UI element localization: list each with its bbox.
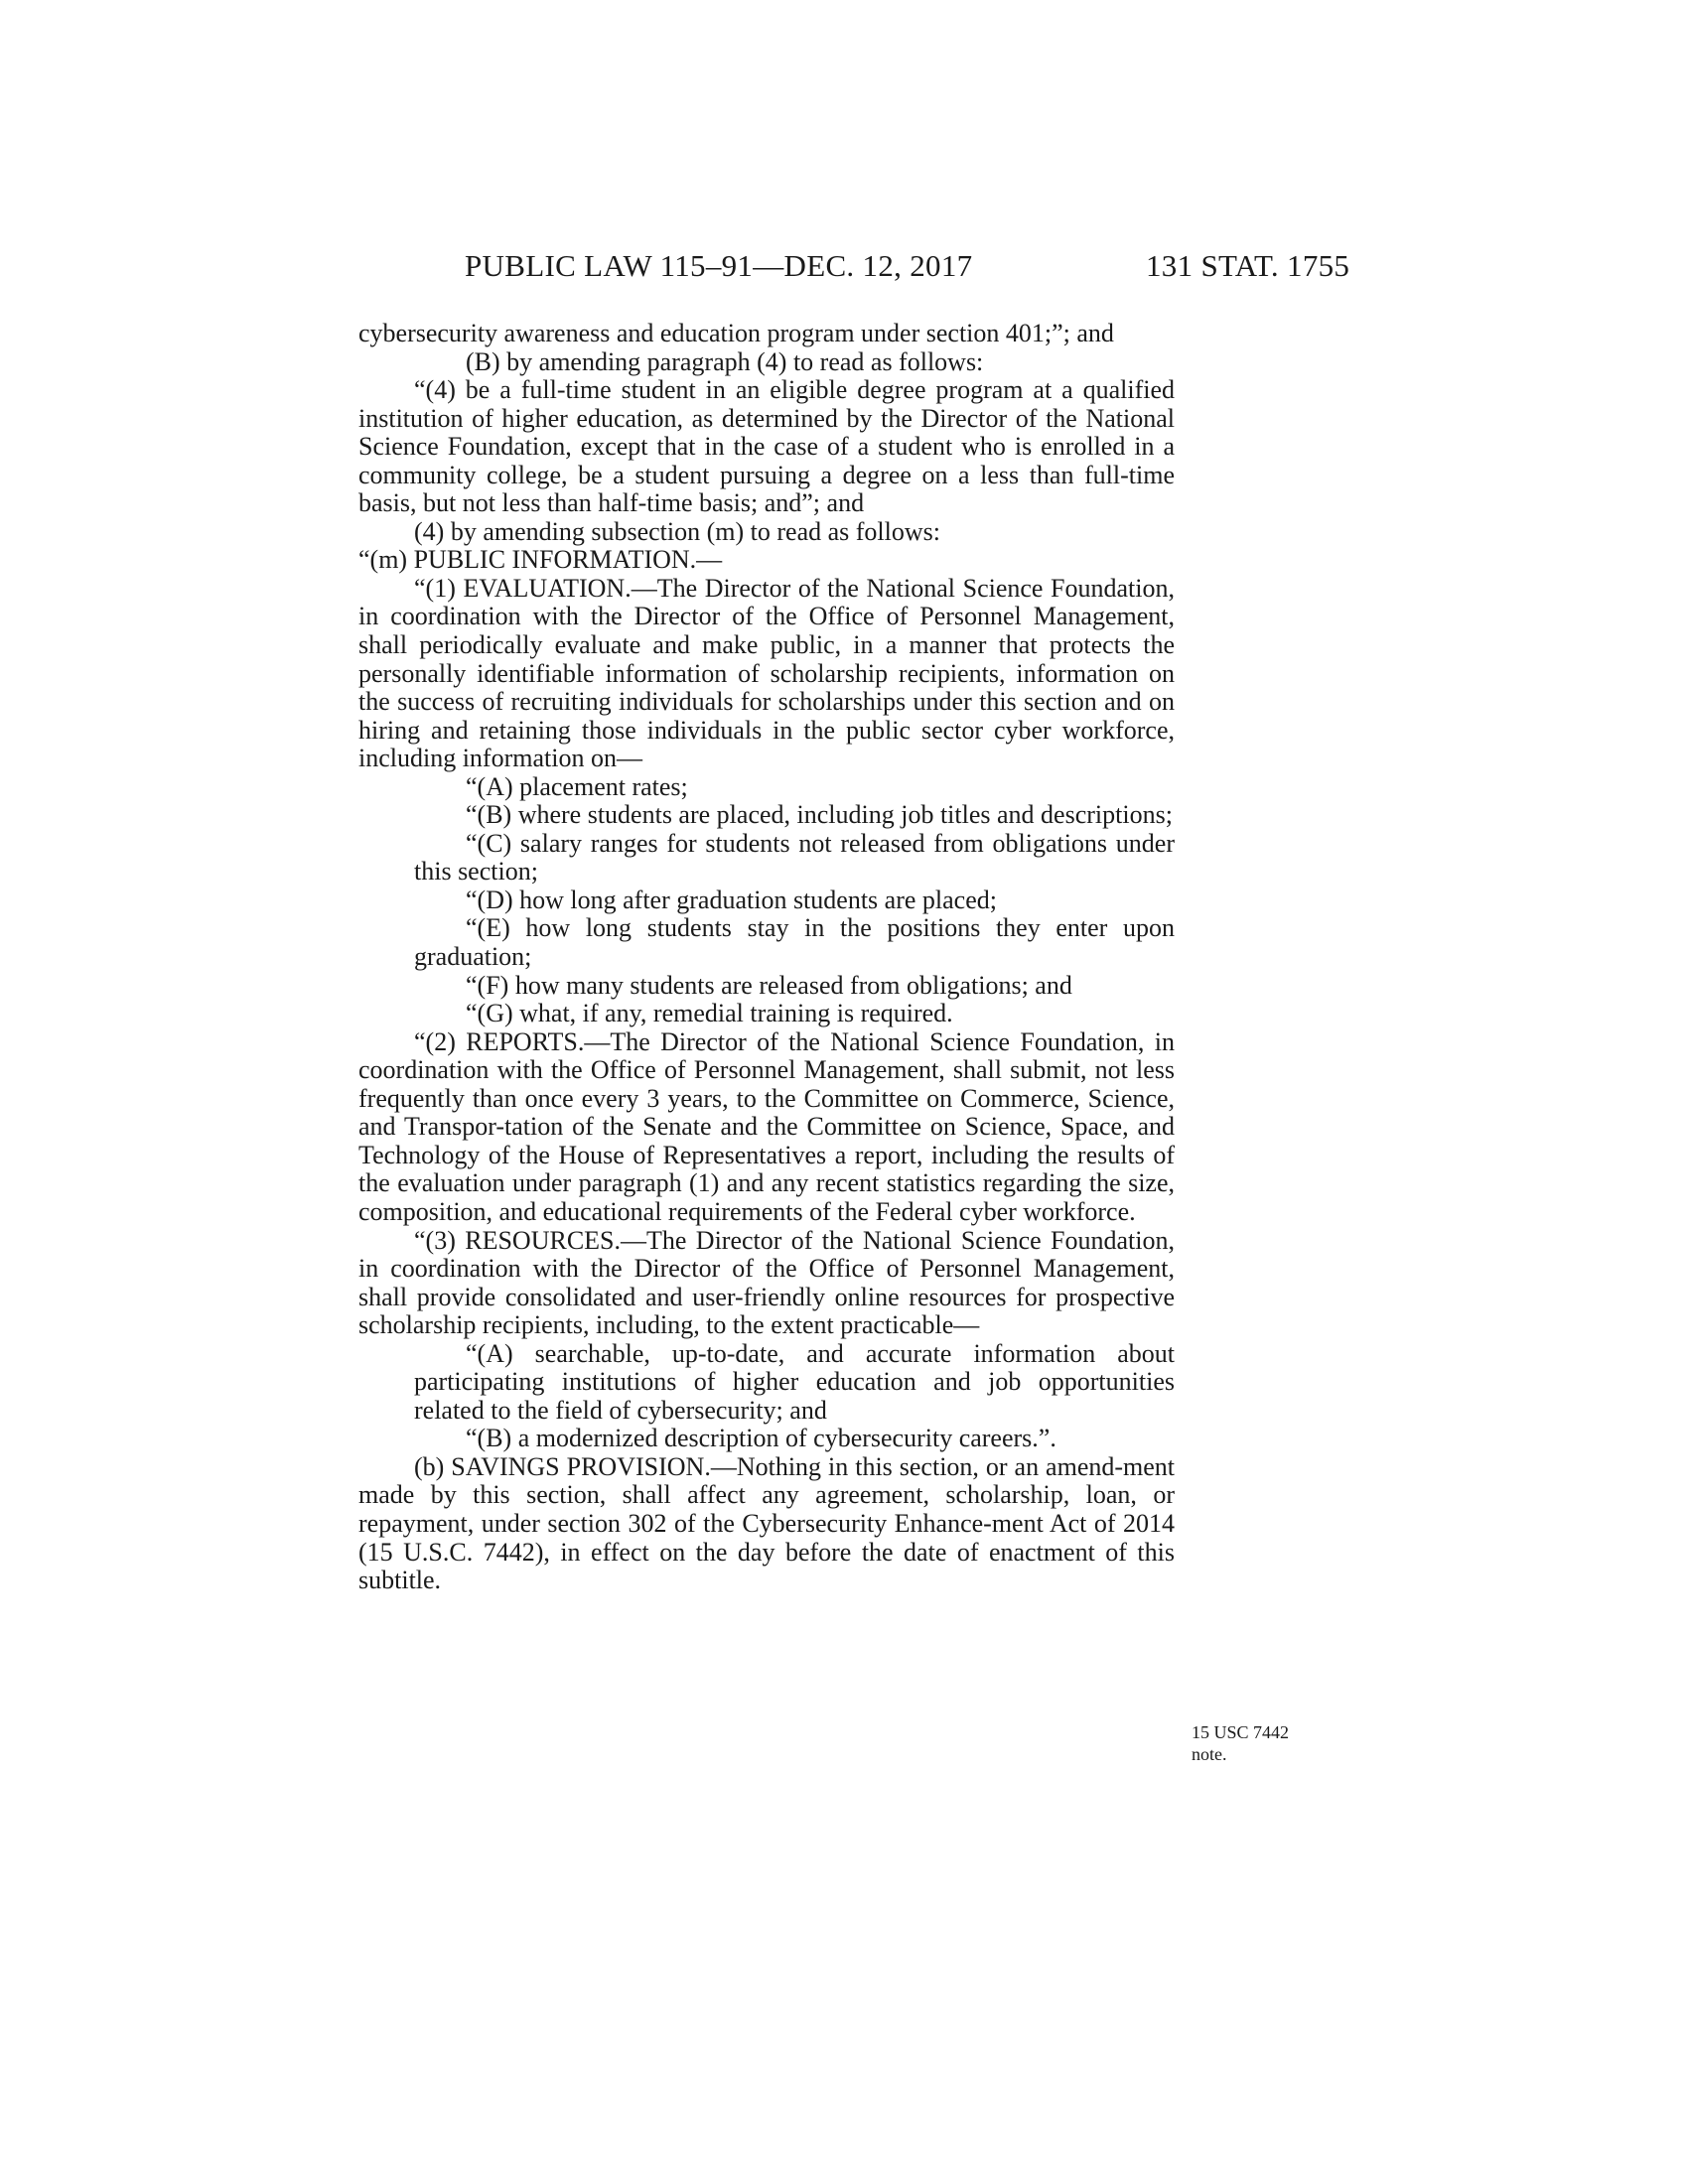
list-item: “(A) placement rates;	[466, 771, 688, 801]
text-paragraph: (b) SAVINGS PROVISION.—Nothing in this section, or an amend-ment made by this section, shall affect any agreement, scholarship, loan, or repayment, under section 302 of the Cybersecurity Enhance-ment Act of 2014 (15 U.S.C. 7442), in effect on the day before the date of enactment of this subtitle.	[358, 1451, 1176, 1595]
list-item: “(G) what, if any, remedial training is required.	[466, 999, 953, 1028]
running-title: PUBLIC LAW 115–91—DEC. 12, 2017	[465, 248, 973, 283]
page-number: 131 STAT. 1755	[1146, 248, 1350, 283]
page-header	[0, 248, 1688, 288]
margin-note-line: 15 USC 7442	[1192, 1722, 1290, 1742]
text-paragraph: (4) by amending subsection (m) to read as follows:	[414, 516, 940, 546]
margin-citation-note	[1192, 1721, 1331, 1765]
statute-body	[358, 320, 1175, 1595]
list-item: “(F) how many students are released from obligations; and	[466, 970, 1072, 1000]
list-item: “(C) salary ranges for students not released from obligations under this section;	[414, 828, 1175, 887]
subsection-heading: “(m) PUBLIC INFORMATION.—	[358, 545, 723, 575]
margin-note-line: note.	[1192, 1744, 1227, 1764]
text-paragraph: “(2) REPORTS.—The Director of the National Science Foundation, in coordination with the Office of Personnel Management, shall submit, not less frequently than once every 3 years, to the Committee on Commerce, Science, and Transpor-tation of the Senate and the Committee on Science, Space, and Technology of the House of Representatives a report, including the results of the evaluation under paragraph (1) and any recent statistics regarding the size, composition, and educational requirements of the Federal cyber workforce.	[358, 1026, 1175, 1226]
text-paragraph: (B) by amending paragraph (4) to read as follows:	[466, 346, 984, 376]
text-paragraph: cybersecurity awareness and education program under section 401;”; and	[358, 319, 1114, 347]
list-item: “(B) a modernized description of cybersecurity careers.”.	[466, 1424, 1056, 1453]
text-paragraph: “(3) RESOURCES.—The Director of the National Science Foundation, in coordination with the Director of the Office of Personnel Management, shall provide consolidated and user-friendly online resources for prospective scholarship recipients, including, to the extent practicable—	[358, 1225, 1175, 1340]
list-item: “(A) searchable, up-to-date, and accurate information about participating institutions of higher education and job opportunities related to the field of cybersecurity; and	[414, 1338, 1175, 1425]
list-item: “(D) how long after graduation students are placed;	[466, 885, 997, 914]
list-item: “(E) how long students stay in the positions they enter upon graduation;	[414, 913, 1175, 972]
text-paragraph: “(1) EVALUATION.—The Director of the National Science Foundation, in coordination with the Director of the Office of Personnel Management, shall periodically evaluate and make public, in a manner that protects the personally identifiable information of scholarship recipients, information on the success of recruiting individuals for scholarships under this section and on hiring and retaining those individuals in the public sector cyber workforce, including information on—	[358, 573, 1175, 773]
list-item: “(B) where students are placed, including job titles and descriptions;	[466, 800, 1173, 830]
text-paragraph: “(4) be a full-time student in an eligible degree program at a qualified institution of higher education, as determined by the Director of the National Science Foundation, except that in the case of a student who is enrolled in a community college, be a student pursuing a degree on a less than full-time basis, but not less than half-time basis; and”; and	[358, 375, 1175, 518]
